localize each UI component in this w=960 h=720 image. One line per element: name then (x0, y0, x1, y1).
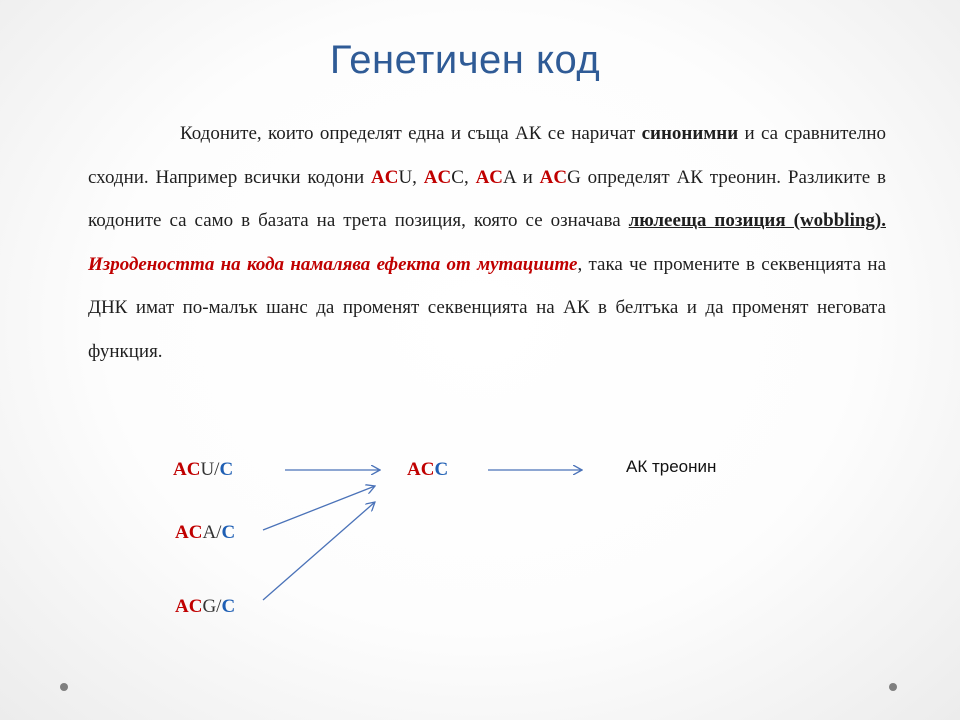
text-part: Кодоните, които определят една и съща АК се наричат (180, 123, 642, 144)
codon-mid-part: A/ (202, 522, 222, 543)
codon-acu-rest: U (398, 166, 413, 188)
codon-red-part: AC (175, 596, 203, 617)
codon-red-part: AC (173, 459, 201, 480)
corner-dot (889, 683, 897, 691)
slide-title: Генетичен код (329, 38, 601, 82)
degeneracy-statement: Изродеността на кода намалява ефекта от мутациите (88, 253, 578, 275)
wobble-term: люлееща позиция (wobbling). (628, 210, 886, 231)
codon-mid-part: G/ (202, 596, 222, 617)
codon-acu-red: AC (370, 166, 399, 188)
codon-blue-part: C (219, 459, 234, 480)
corner-dot (60, 683, 68, 691)
codon-acg-rest: G (567, 166, 581, 188)
amino-acid-result: АК треонин (626, 457, 717, 476)
separator: , (412, 166, 424, 188)
separator: и (515, 166, 540, 188)
codon-red-part: AC (407, 459, 435, 480)
separator: , (463, 166, 476, 188)
codon-acc-rest: C (451, 166, 464, 188)
text-part: определят АК треонин. Разликите в кодоните са само в базата на трета позиция, която се означава (88, 166, 887, 231)
synonyms-term: синонимни (641, 123, 739, 144)
codon-acc-red: AC (423, 166, 452, 188)
codon-acg-red: AC (539, 166, 568, 188)
codon-blue-part: C (221, 596, 236, 617)
codon-blue-part: C (434, 459, 449, 480)
arrow-aca-to-acc (263, 486, 375, 530)
arrow-acg-to-acc (263, 502, 375, 600)
codon-aca-rest: A (503, 166, 516, 188)
text-part: , така че промените в секвенцията на ДНК имат по-малък шанс да променят секвенцията на АК в белтъка и да променят неговата функция. (88, 253, 886, 362)
codon-blue-part: C (221, 522, 236, 543)
codon-mid-part: U/ (200, 459, 220, 480)
codon-red-part: AC (175, 522, 203, 543)
text-part: и са сравнително сходни. Например всички кодони (88, 123, 886, 188)
codon-aca-red: AC (475, 166, 504, 188)
